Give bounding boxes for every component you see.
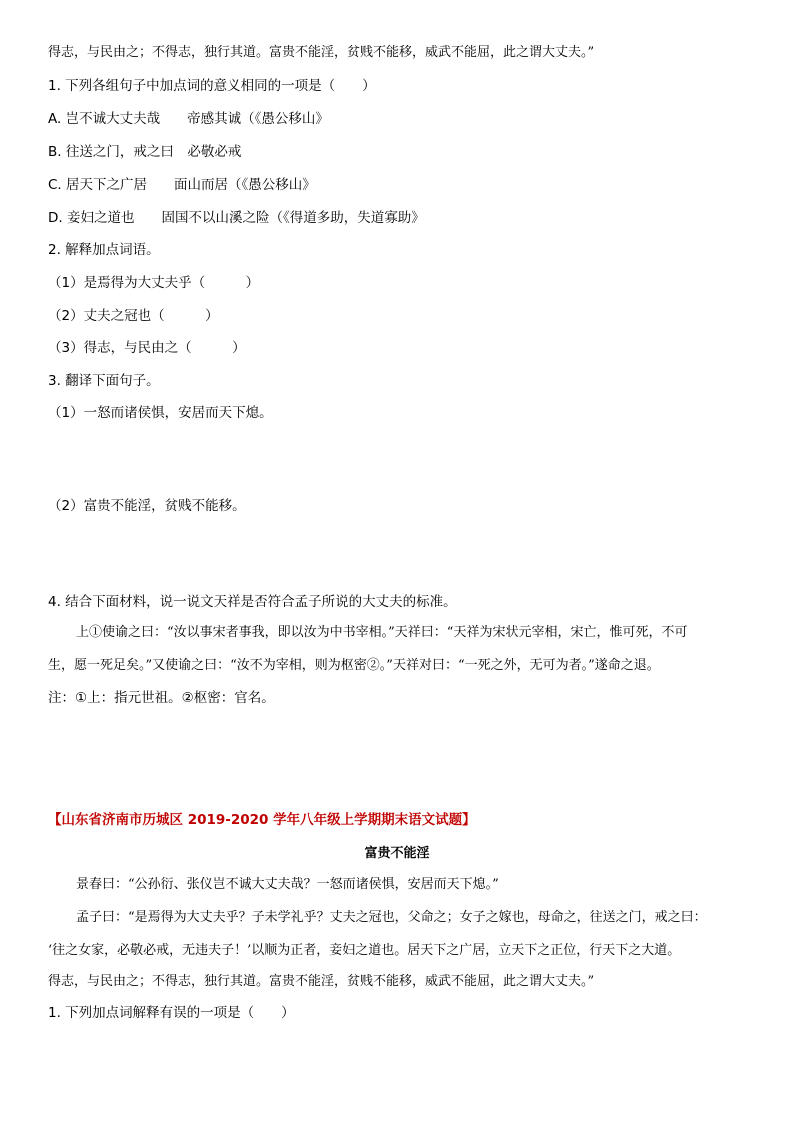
passage-title: 富贵不能淫: [364, 846, 430, 861]
question-3-item-1: （1）一怒而诸侯惧，安居而天下熄。: [48, 405, 273, 421]
question-4-stem: 4. 结合下面材料，说一说文天祥是否符合孟子所说的大丈夫的标准。: [48, 594, 457, 610]
question-2-item-1: （1）是焉得为大丈夫乎（ ）: [48, 275, 260, 291]
passage-paragraph-2-line-3: 得志，与民由之；不得志，独行其道。富贵不能淫，贫贱不能移，威武不能屈，此之谓大丈夫。”: [48, 974, 595, 989]
section-2-question-1-stem: 1. 下列加点词解释有误的一项是（ ）: [48, 1005, 295, 1021]
question-1-option-a: A. 岂不诚大丈夫哉 帝感其诚（《愚公移山》: [48, 111, 329, 127]
source-heading: 【山东省济南市历城区 2019-2020 学年八年级上学期期末语文试题】: [48, 812, 476, 828]
question-3-item-2: （2）富贵不能淫，贫贱不能移。: [48, 498, 246, 514]
question-1-option-d: D. 妾妇之道也 固国不以山溪之险（《得道多助，失道寡助》: [48, 210, 425, 226]
question-4-material-line-1: 上①使谕之曰：“汝以事宋者事我，即以汝为中书宰相。”天祥曰：“天祥为宋状元宰相，宋亡，惟可死，不可: [76, 625, 688, 640]
question-4-material-line-2: 生，愿一死足矣。”又使谕之曰：“汝不为宰相，则为枢密②。”天祥对曰：“一死之外，无可为者。”遂命之退。: [48, 658, 660, 673]
question-1-option-b: B. 往送之门，戒之曰 必敬必戒: [48, 144, 242, 160]
passage-paragraph-2-line-1: 孟子曰：“是焉得为大丈夫乎？子未学礼乎？丈夫之冠也，父命之；女子之嫁也，母命之，往送之门，戒之曰：: [76, 910, 707, 925]
passage-paragraph-1: 景春曰：“公孙衍、张仪岂不诚大丈夫哉？一怒而诸侯惧，安居而天下熄。”: [76, 877, 499, 892]
question-2-item-2: （2）丈夫之冠也（ ）: [48, 308, 219, 324]
question-1-option-c: C. 居天下之广居 面山而居（《愚公移山》: [48, 177, 316, 193]
question-2-stem: 2. 解释加点词语。: [48, 242, 160, 258]
passage-paragraph-2-line-2: ‘往之女家，必敬必戒，无违夫子！’以顺为正者，妾妇之道也。居天下之广居，立天下之正位，行天下之大道。: [48, 943, 681, 958]
question-2-item-3: （3）得志，与民由之（ ）: [48, 340, 246, 356]
question-4-note: 注：①上：指元世祖。②枢密：官名。: [48, 690, 275, 706]
question-1-stem: 1. 下列各组句子中加点词的意义相同的一项是（ ）: [48, 78, 376, 94]
passage-continuation: 得志，与民由之；不得志，独行其道。富贵不能淫，贫贱不能移，威武不能屈，此之谓大丈夫。”: [48, 45, 595, 60]
question-3-stem: 3. 翻译下面句子。: [48, 373, 160, 389]
